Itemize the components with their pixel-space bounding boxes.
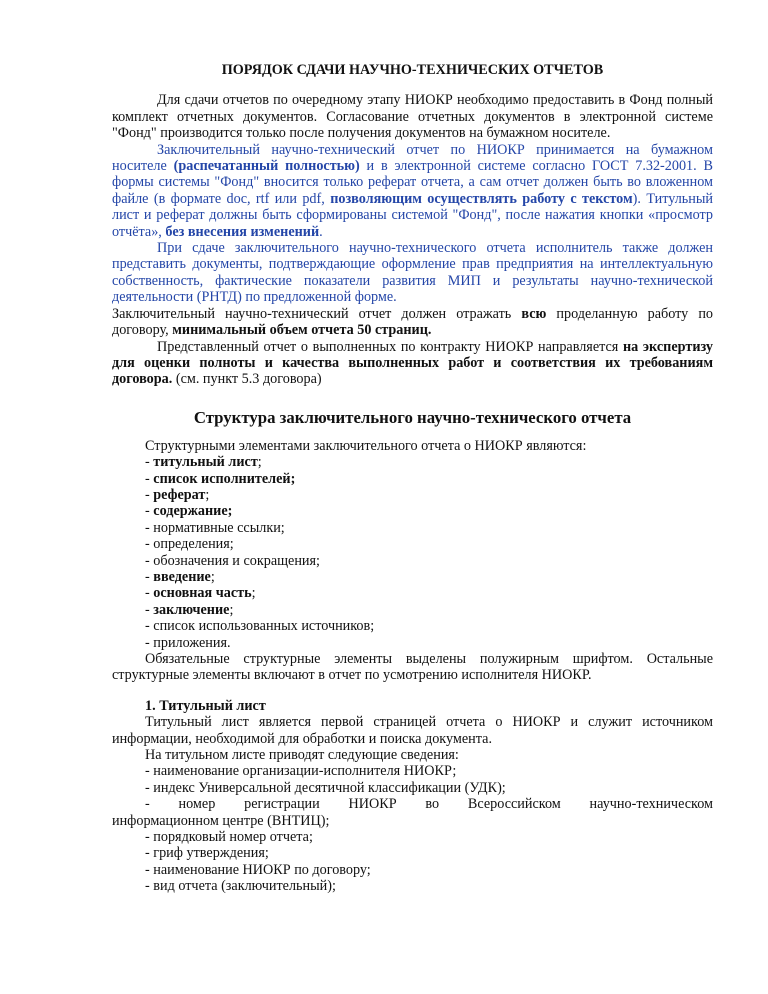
structure-item <box>145 553 713 569</box>
structure-item-text: титульный лист <box>153 454 258 471</box>
structure-item-text: нормативные ссылки; <box>153 519 285 536</box>
section-heading-structure: Структура заключительного научно-технического отчета <box>193 407 632 427</box>
paragraph-ip-documents: При сдаче заключительного научно-технического отчета исполнитель также должен представить документы, подтверждающие оформление прав предприятия на интеллектуальную собственность, фактические показатели развития МИП и результаты научно-технической деятельности (РНТД) по предложенной форме. <box>112 240 713 306</box>
text-run: Заключительный научно-технический отчет должен отражать <box>112 305 522 322</box>
title-page-list <box>112 747 713 796</box>
structure-item-tail: ; <box>210 568 215 585</box>
text-run: (см. пункт 5.3 договора) <box>172 371 322 388</box>
structure-intro: Структурными элементами заключительного отчета о НИОКР являются: <box>145 437 587 454</box>
title-page-list-rest <box>112 829 713 895</box>
structure-item-dash: - <box>145 470 154 487</box>
structure-item-dash: - <box>145 519 154 536</box>
text-run: и в электронной системе согласно ГОСТ 7.32-2001. В формы системы "Фонд" вносится только реферат отчета, а сам отчет должен быть во вложенном файле (в формате doc, rtf или pdf, <box>112 158 713 207</box>
structure-item <box>145 618 713 634</box>
paragraph-expertise <box>112 339 713 388</box>
paragraph-submission: Для сдачи отчетов по очередному этапу НИОКР необходимо предоставить в Фонд полный комплект отчетных документов. Согласование отчетных документов в электронной системе "Фонд" производится только после получения документов на бумажном носителе. <box>112 92 713 142</box>
structure-item-text: обозначения и сокращения; <box>153 552 320 569</box>
structure-item-dash: - <box>145 568 154 585</box>
structure-item-dash: - <box>145 634 154 651</box>
structure-item <box>145 569 713 585</box>
list-item: - вид отчета (заключительный); <box>145 878 336 895</box>
paragraph-report-scope <box>112 306 713 339</box>
text-run: проделанную работу по договору, <box>112 305 713 339</box>
structure-item <box>145 471 713 487</box>
structure-item-dash: - <box>145 503 154 520</box>
structure-item-tail: ; <box>251 585 256 602</box>
structure-item-dash: - <box>145 486 154 503</box>
structure-item-text: приложения. <box>153 634 231 651</box>
structure-item-text: основная часть <box>153 585 252 602</box>
structure-list <box>112 438 713 651</box>
structure-item <box>145 585 713 601</box>
bold-run: на экспертизу для оценки полноты и качества выполненных работ и соответствия их требованиям договора. <box>112 338 713 388</box>
section1-intro: На титульном листе приводят следующие сведения: <box>145 747 459 764</box>
structure-item <box>145 454 713 470</box>
list-item: - наименование НИОКР по договору; <box>145 861 371 878</box>
list-item: - гриф утверждения; <box>145 845 269 862</box>
document-title: ПОРЯДОК СДАЧИ НАУЧНО-ТЕХНИЧЕСКИХ ОТЧЕТОВ <box>221 62 604 78</box>
text-run: Заключительный научно-технический отчет по НИОКР принимается на бумажном носителе <box>112 141 713 175</box>
list-item-continuation: информационном центре (ВНТИЦ); <box>112 812 330 829</box>
structure-item-dash: - <box>145 601 154 618</box>
structure-item <box>145 536 713 552</box>
text-run: . <box>319 223 323 240</box>
structure-item-text: заключение <box>153 601 230 618</box>
structure-item-text: содержание; <box>153 503 233 520</box>
list-item: - индекс Универсальной десятичной классификации (УДК); <box>145 779 506 796</box>
bold-run: всю <box>521 305 547 322</box>
structure-item <box>145 520 713 536</box>
structure-item-text: определения; <box>153 536 234 553</box>
paragraph-final-report <box>112 142 713 240</box>
structure-item-tail: ; <box>229 601 234 618</box>
structure-item-text: список использованных источников; <box>153 618 375 635</box>
structure-item <box>145 503 713 519</box>
structure-item-text: введение <box>153 568 211 585</box>
structure-item-text: список исполнителей; <box>153 470 296 487</box>
structure-items <box>145 454 713 651</box>
text-run: ). Титульный лист и реферат должны быть сформированы системой "Фонд", после нажатия кнопки «просмотр отчёта», <box>112 190 713 240</box>
bold-run: минимальный объем отчета 50 страниц. <box>172 322 432 339</box>
structure-item-dash: - <box>145 454 154 471</box>
list-item-wide: - номер регистрации НИОКР во Всероссийском научно-техническом <box>145 796 713 813</box>
list-item: - порядковый номер отчета; <box>145 829 313 846</box>
structure-item <box>145 635 713 651</box>
section1-heading: 1. Титульный лист <box>145 697 266 714</box>
structure-item <box>145 602 713 618</box>
list-item: - наименование организации-исполнителя НИОКР; <box>145 763 457 780</box>
document-page <box>112 62 713 895</box>
bold-run: без внесения изменений <box>165 223 320 240</box>
structure-item-dash: - <box>145 618 154 635</box>
structure-item-dash: - <box>145 585 154 602</box>
structure-item-dash: - <box>145 536 154 553</box>
bold-run: позволяющим осуществлять работу с текстом <box>330 190 633 207</box>
structure-item-tail: ; <box>257 454 262 471</box>
structure-item <box>145 487 713 503</box>
structure-item-tail: ; <box>205 486 210 503</box>
structure-note: Обязательные структурные элементы выделены полужирным шрифтом. Остальные структурные элементы включают в отчет по усмотрению исполнителя НИОКР. <box>112 651 713 684</box>
section1-paragraph: Титульный лист является первой страницей отчета о НИОКР и служит источником информации, необходимой для обработки и поиска документа. <box>112 714 713 747</box>
text-run: Представленный отчет о выполненных по контракту НИОКР направляется <box>157 338 623 355</box>
bold-run: (распечатанный полностью) <box>173 158 360 175</box>
structure-item-dash: - <box>145 552 154 569</box>
structure-item-text: реферат <box>153 486 206 503</box>
